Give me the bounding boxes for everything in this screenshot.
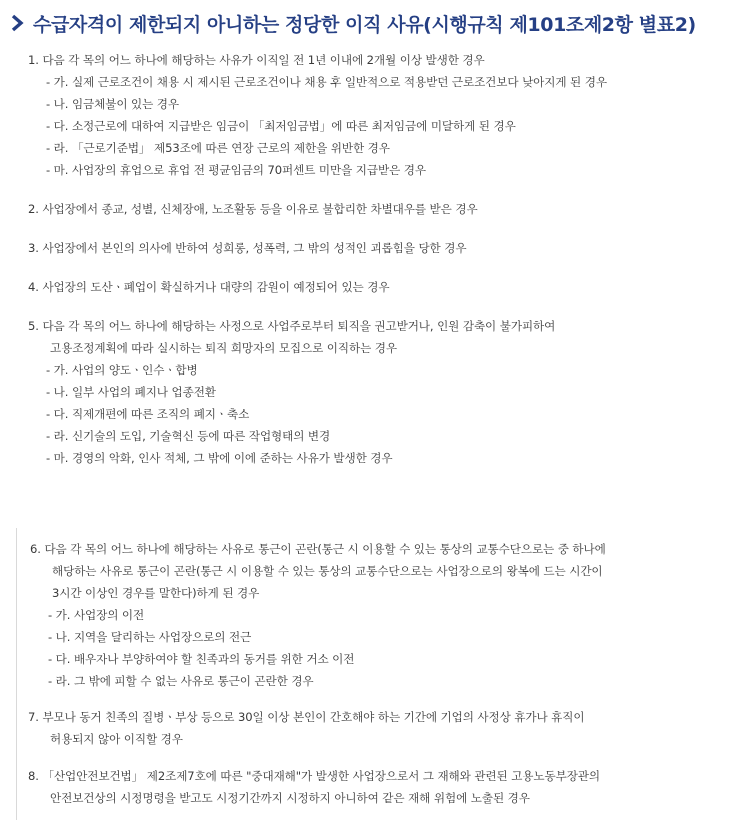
item-text: 8. 「산업안전보건법」 제2조제7호에 따른 "중대재해"가 발생한 사업장으로서 그 재해와 관련된 고용노동부장관의 [28, 769, 601, 783]
sub-item-text: - 마. 사업장의 휴업으로 휴업 전 평균임금의 70퍼센트 미만을 지급받은 경우 [46, 163, 426, 177]
left-divider [16, 528, 17, 820]
item-text-continued: 안전보건상의 시정명령을 받고도 시정기간까지 시정하지 아니하여 같은 재해 위험에 노출된 경우 [50, 791, 530, 805]
sub-item-text: - 가. 사업장의 이전 [48, 608, 145, 622]
page-title [10, 8, 696, 38]
item-text: 5. 다음 각 목의 어느 하나에 해당하는 사정으로 사업주로부터 퇴직을 권고받거나, 인원 감축이 불가피하여 [28, 319, 556, 333]
sub-item-text: - 가. 실제 근로조건이 채용 시 제시된 근로조건이나 채용 후 일반적으로 적용받던 근로조건보다 낮아지게 된 경우 [46, 75, 607, 89]
sub-item-text: - 라. 「근로기준법」 제53조에 따른 연장 근로의 제한을 위반한 경우 [46, 141, 390, 155]
item-text: 4. 사업장의 도산ㆍ폐업이 확실하거나 대량의 감원이 예정되어 있는 경우 [28, 280, 390, 294]
item-text-continued: 3시간 이상인 경우를 말한다)하게 된 경우 [52, 586, 260, 600]
item-text-continued: 고용조정계획에 따라 실시하는 퇴직 희망자의 모집으로 이직하는 경우 [50, 341, 397, 355]
item-text: 7. 부모나 동거 친족의 질병ㆍ부상 등으로 30일 이상 본인이 간호해야 하는 기간에 기업의 사정상 휴가나 휴직이 [28, 710, 585, 724]
sub-item-text: - 가. 사업의 양도ㆍ인수ㆍ합병 [46, 363, 198, 377]
sub-item-text: - 다. 소정근로에 대하여 지급받은 임금이 「최저임금법」에 따른 최저임금에 미달하게 된 경우 [46, 119, 516, 133]
chevron-right-icon [10, 14, 24, 32]
sub-item-text: - 라. 신기술의 도입, 기술혁신 등에 따른 작업형태의 변경 [46, 429, 331, 443]
title-text: 수급자격이 제한되지 아니하는 정당한 이직 사유(시행규칙 제101조제2항 별표2) [33, 13, 696, 36]
item-text-continued: 허용되지 않아 이직할 경우 [50, 732, 183, 746]
sub-item-text: - 라. 그 밖에 피할 수 없는 사유로 통근이 곤란한 경우 [48, 674, 314, 688]
item-text: 3. 사업장에서 본인의 의사에 반하여 성희롱, 성폭력, 그 밖의 성적인 괴롭힘을 당한 경우 [28, 241, 467, 255]
item-text-continued: 해당하는 사유로 통근이 곤란(통근 시 이용할 수 있는 통상의 교통수단으로는 사업장으로의 왕복에 드는 시간이 [52, 564, 603, 578]
sub-item-text: - 다. 배우자나 부양하여야 할 친족과의 동거를 위한 거소 이전 [48, 652, 355, 666]
item-text: 1. 다음 각 목의 어느 하나에 해당하는 사유가 이직일 전 1년 이내에 2개월 이상 발생한 경우 [28, 53, 485, 67]
item-text: 6. 다음 각 목의 어느 하나에 해당하는 사유로 통근이 곤란(통근 시 이용할 수 있는 통상의 교통수단으로는 중 하나에 [30, 542, 606, 556]
sub-item-text: - 나. 임금체불이 있는 경우 [46, 97, 180, 111]
sub-item-text: - 나. 지역을 달리하는 사업장으로의 전근 [48, 630, 252, 644]
item-text: 2. 사업장에서 종교, 성별, 신체장애, 노조활동 등을 이유로 불합리한 차별대우를 받은 경우 [28, 202, 478, 216]
sub-item-text: - 나. 일부 사업의 폐지나 업종전환 [46, 385, 216, 399]
sub-item-text: - 다. 직제개편에 따른 조직의 폐지ㆍ축소 [46, 407, 250, 421]
sub-item-text: - 마. 경영의 악화, 인사 적체, 그 밖에 이에 준하는 사유가 발생한 경우 [46, 451, 393, 465]
